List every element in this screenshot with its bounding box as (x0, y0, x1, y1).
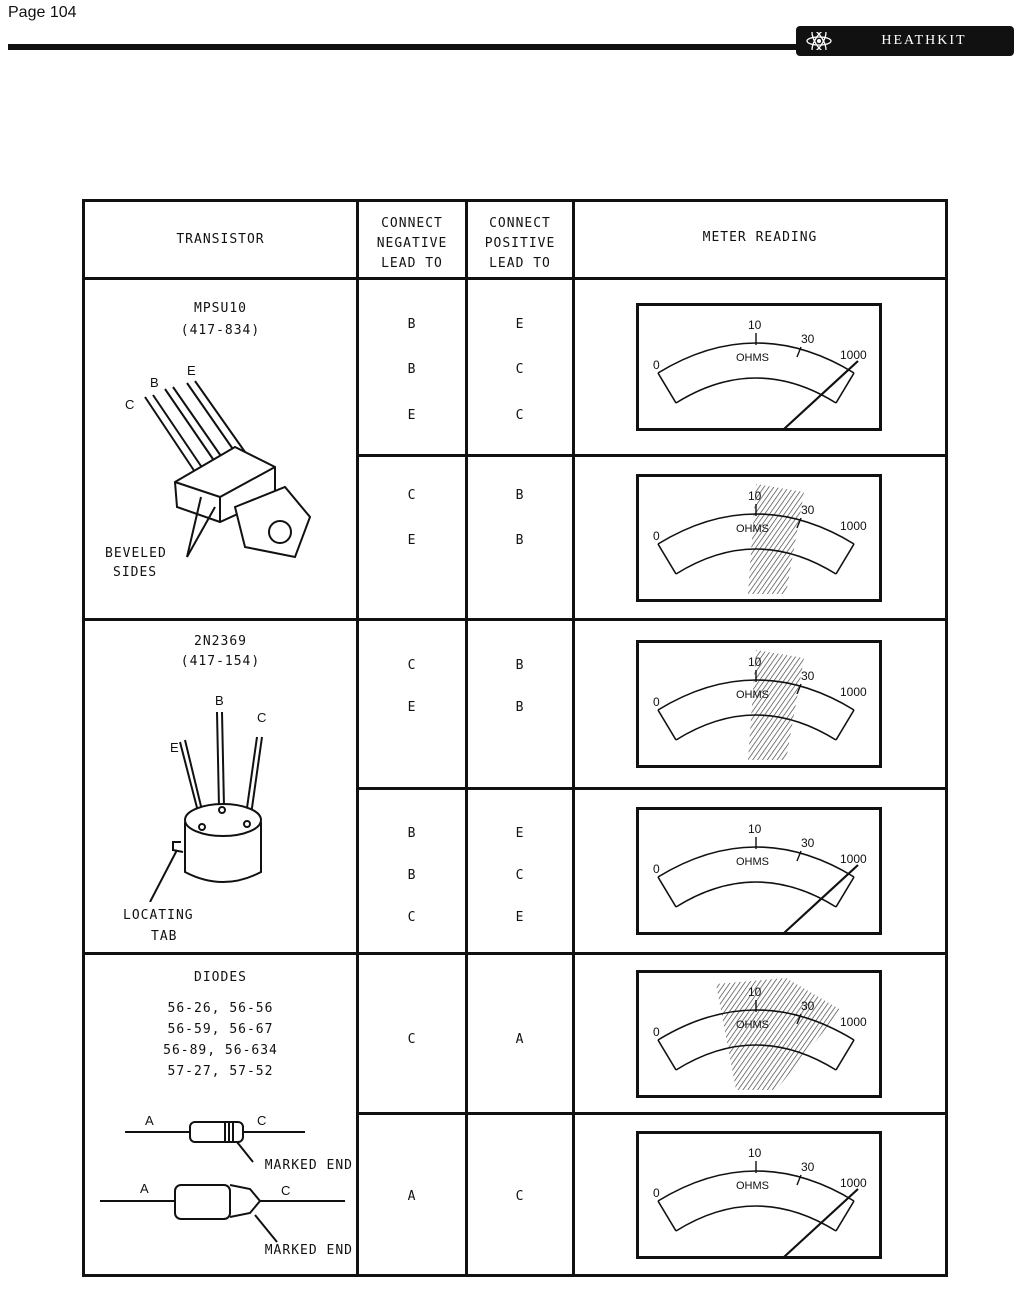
svg-text:30: 30 (801, 1159, 815, 1174)
svg-text:OHMS: OHMS (736, 1018, 769, 1031)
lead-label: B (150, 375, 159, 390)
test-table (82, 199, 948, 1277)
svg-text:0: 0 (653, 1024, 660, 1039)
positive-lead-value: E (515, 317, 525, 332)
svg-text:0: 0 (653, 695, 660, 709)
svg-text:1000: 1000 (840, 852, 867, 866)
page-number: Page 104 (8, 4, 77, 21)
lead-label: C (281, 1183, 291, 1198)
positive-lead-value: C (515, 408, 525, 423)
negative-lead-value: C (407, 658, 417, 673)
svg-text:1000: 1000 (840, 348, 867, 362)
diodes-title: DIODES (194, 970, 247, 985)
group-divider (85, 618, 945, 621)
lead-label: E (187, 363, 196, 378)
row-divider (356, 787, 945, 790)
lead-label: A (140, 1181, 149, 1196)
positive-lead-value: B (515, 700, 525, 715)
positive-lead-value: B (515, 658, 525, 673)
svg-text:1000: 1000 (840, 1014, 867, 1029)
svg-text:0: 0 (653, 862, 660, 876)
svg-text:10: 10 (748, 1145, 762, 1160)
callout-marked-end: MARKED END (264, 1158, 353, 1173)
meter-reading (636, 807, 882, 935)
negative-lead-value: C (407, 1032, 417, 1047)
negative-lead-value: C (407, 488, 417, 503)
svg-text:10: 10 (748, 318, 762, 332)
header-transistor: TRANSISTOR (176, 232, 265, 247)
lead-label: C (257, 710, 267, 725)
svg-text:1000: 1000 (840, 1175, 867, 1190)
lead-label: C (125, 397, 135, 412)
meter-reading (636, 474, 882, 602)
atom-icon (804, 32, 834, 50)
positive-lead-value: E (515, 826, 525, 841)
header-positive: CONNECT POSITIVE LEAD TO (484, 216, 556, 271)
transistor-mpsu10: MPSU10 (417-834) (180, 301, 261, 338)
header-divider (85, 277, 945, 280)
svg-text:30: 30 (801, 998, 815, 1013)
lead-label: B (215, 693, 224, 708)
meter-reading (636, 303, 882, 431)
negative-lead-value: B (407, 826, 417, 841)
transistor-2n2369: 2N2369 (417-154) (180, 634, 261, 669)
header-meter: METER READING (702, 230, 818, 245)
row-divider (356, 1112, 945, 1115)
group-divider (85, 952, 945, 955)
positive-lead-value: B (515, 488, 525, 503)
svg-text:1000: 1000 (840, 518, 867, 533)
svg-text:30: 30 (801, 836, 815, 850)
lead-label: C (257, 1113, 267, 1128)
svg-text:OHMS: OHMS (736, 522, 769, 535)
heathkit-logo (796, 26, 1014, 56)
negative-lead-value: E (407, 533, 417, 548)
lead-label: E (170, 740, 179, 755)
svg-text:OHMS: OHMS (736, 856, 769, 868)
row-divider (356, 454, 945, 457)
svg-text:0: 0 (653, 1185, 660, 1200)
positive-lead-value: C (515, 1189, 525, 1204)
meter-reading (636, 640, 882, 768)
callout-beveled-sides: BEVELED SIDES (105, 546, 167, 580)
diode-part-list: 56-26, 56-56 56-59, 56-67 56-89, 56-634 57-27, 57-52 (163, 1001, 278, 1079)
header-negative: CONNECT NEGATIVE LEAD TO (376, 216, 448, 271)
svg-text:30: 30 (801, 669, 815, 683)
meter-reading (636, 970, 882, 1098)
lead-label: A (145, 1113, 154, 1128)
svg-text:OHMS: OHMS (736, 352, 769, 364)
positive-lead-value: C (515, 362, 525, 377)
negative-lead-value: B (407, 317, 417, 332)
2n2369-drawing (145, 692, 325, 902)
svg-text:10: 10 (748, 488, 762, 503)
negative-lead-value: B (407, 868, 417, 883)
header-rule (8, 44, 798, 50)
positive-lead-value: E (515, 910, 525, 925)
svg-text:30: 30 (801, 332, 815, 346)
negative-lead-value: C (407, 910, 417, 925)
svg-text:1000: 1000 (840, 685, 867, 699)
svg-text:OHMS: OHMS (736, 1179, 769, 1192)
svg-text:10: 10 (748, 655, 762, 669)
callout-marked-end: MARKED END (264, 1243, 353, 1258)
svg-text:0: 0 (653, 528, 660, 543)
diode-drawings (95, 1107, 350, 1257)
svg-text:30: 30 (801, 502, 815, 517)
svg-text:0: 0 (653, 358, 660, 372)
svg-text:10: 10 (748, 822, 762, 836)
negative-lead-value: E (407, 408, 417, 423)
positive-lead-value: A (515, 1032, 525, 1047)
callout-locating-tab: LOCATING TAB (123, 908, 194, 944)
positive-lead-value: C (515, 868, 525, 883)
svg-text:10: 10 (748, 984, 762, 999)
meter-reading (636, 1131, 882, 1259)
svg-text:OHMS: OHMS (736, 689, 769, 701)
positive-lead-value: B (515, 533, 525, 548)
negative-lead-value: B (407, 362, 417, 377)
negative-lead-value: A (407, 1189, 417, 1204)
brand-name: HEATHKIT (840, 32, 1008, 50)
negative-lead-value: E (407, 700, 417, 715)
